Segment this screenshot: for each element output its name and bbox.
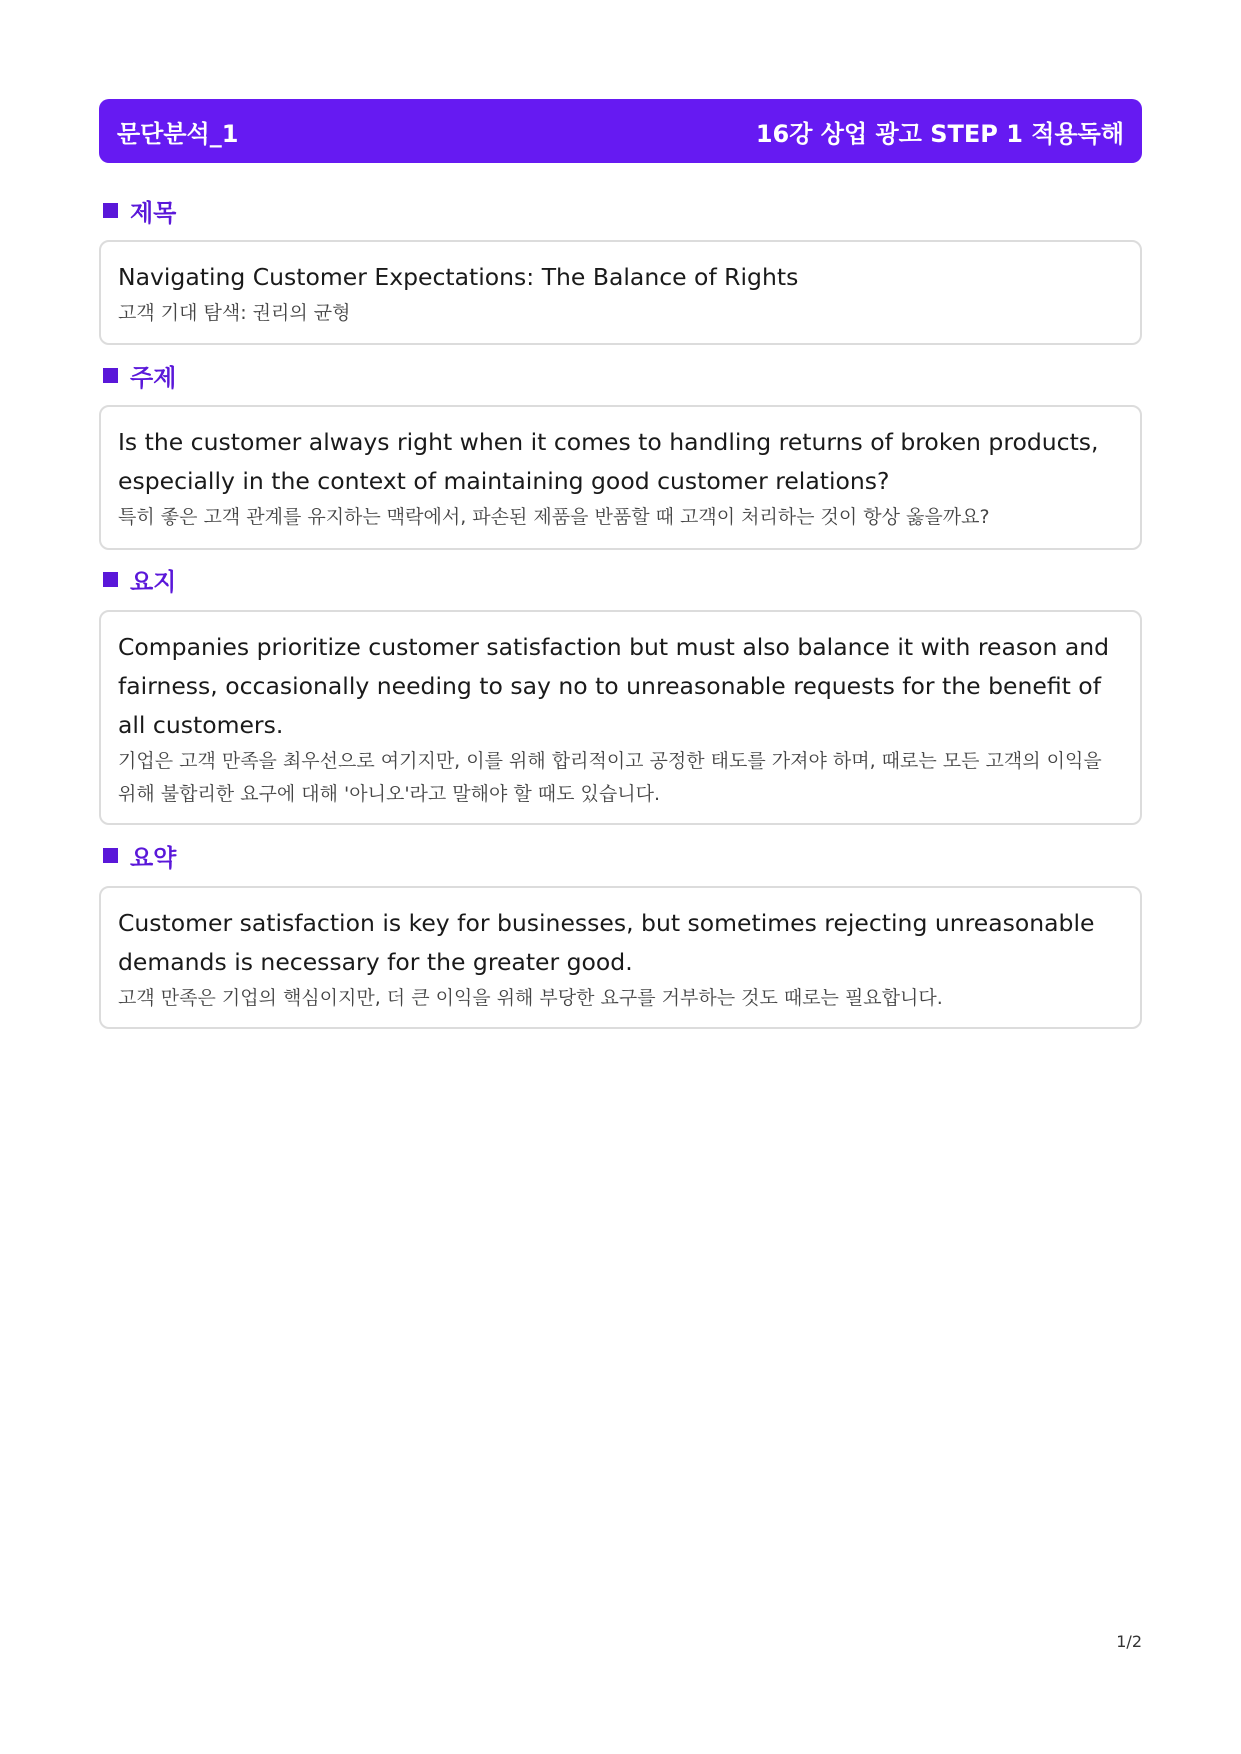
section-title-topic bbox=[103, 358, 176, 393]
page-number: 1/2 bbox=[1116, 1632, 1142, 1651]
summary-card bbox=[99, 886, 1142, 1029]
square-bullet-icon bbox=[103, 203, 118, 218]
gist-english: Companies prioritize customer satisfaction but must also balance it with reason and fairness, occasionally needing to say no to unreasonable requests for the benefit of all customers. bbox=[118, 633, 1110, 739]
summary-english: Customer satisfaction is key for businesses, but sometimes rejecting unreasonable demands is necessary for the greater good. bbox=[118, 909, 1095, 976]
gist-korean: 기업은 고객 만족을 최우선으로 여기지만, 이를 위해 합리적이고 공정한 태도를 가져야 하며, 때로는 모든 고객의 이익을 위해 불합리한 요구에 대해 '아니오'라고 말해야 할 때도 있습니다. bbox=[118, 750, 1102, 805]
square-bullet-icon bbox=[103, 572, 118, 587]
square-bullet-icon bbox=[103, 368, 118, 383]
title-card bbox=[99, 240, 1142, 345]
section-heading: 주제 bbox=[130, 364, 177, 392]
section-title-title bbox=[103, 193, 176, 228]
title-korean: 고객 기대 탐색: 권리의 균형 bbox=[118, 302, 351, 324]
topic-english: Is the customer always right when it comes to handling returns of broken products, especially in the context of maintaining good customer relations? bbox=[118, 428, 1099, 495]
section-heading: 요약 bbox=[130, 844, 177, 872]
page-header bbox=[99, 99, 1142, 163]
summary-korean: 고객 만족은 기업의 핵심이지만, 더 큰 이익을 위해 부당한 요구를 거부하는 것도 때로는 필요합니다. bbox=[118, 987, 943, 1009]
section-heading: 제목 bbox=[130, 199, 177, 227]
section-title-gist bbox=[103, 562, 176, 597]
header-title-left: 문단분석_1 bbox=[117, 119, 239, 148]
section-title-summary bbox=[103, 838, 176, 873]
topic-card bbox=[99, 405, 1142, 550]
title-english: Navigating Customer Expectations: The Balance of Rights bbox=[118, 263, 799, 291]
gist-card bbox=[99, 610, 1142, 825]
section-heading: 요지 bbox=[130, 568, 177, 596]
square-bullet-icon bbox=[103, 848, 118, 863]
topic-korean: 특히 좋은 고객 관계를 유지하는 맥락에서, 파손된 제품을 반품할 때 고객이 처리하는 것이 항상 옳을까요? bbox=[118, 506, 990, 528]
header-title-right: 16강 상업 광고 STEP 1 적용독해 bbox=[755, 119, 1124, 148]
